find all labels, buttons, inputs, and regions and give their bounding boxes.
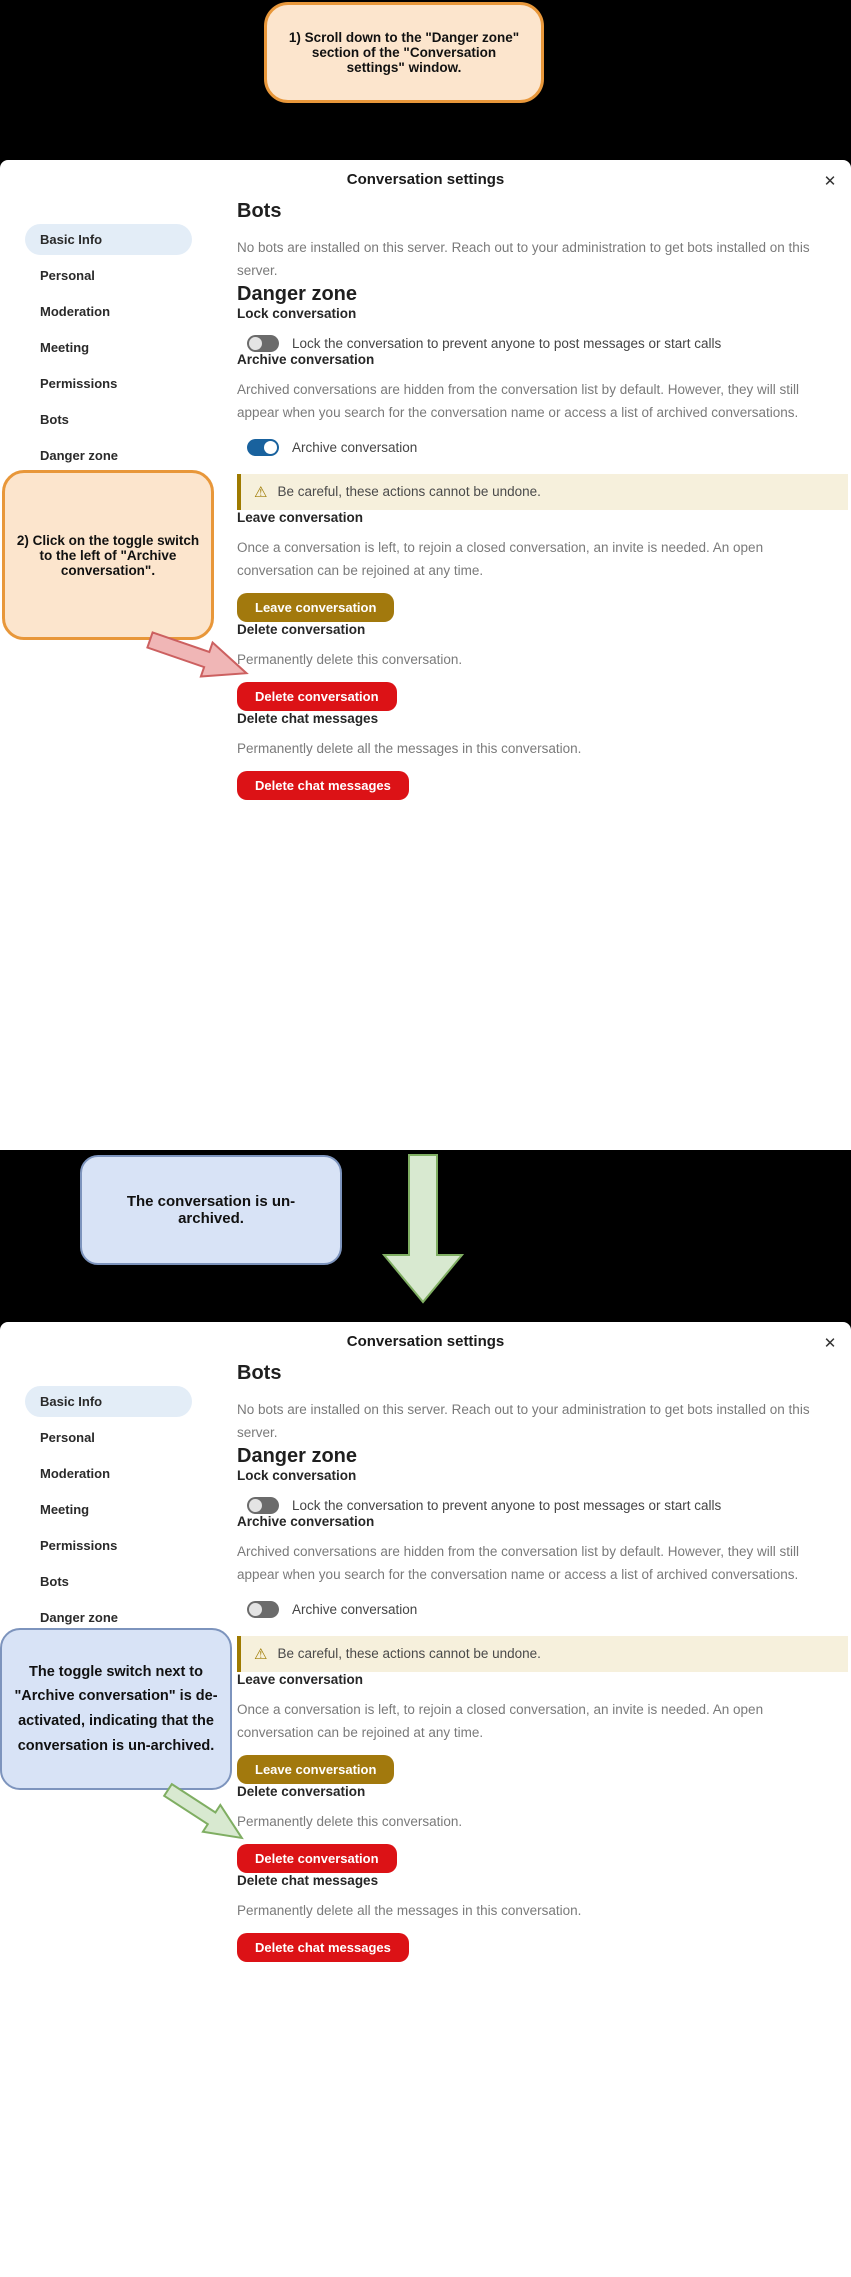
bots-heading: Bots	[237, 200, 282, 222]
step1-callout: 1) Scroll down to the "Danger zone" section of the "Conversation settings" window.	[264, 2, 544, 103]
bots-description: No bots are installed on this server. Reach out to your administration to get bots installed on this server.	[237, 240, 810, 278]
lock-toggle-row	[247, 335, 837, 352]
archive-toggle-text: Archive conversation	[292, 439, 418, 455]
leave-conversation-label: Leave conversation	[237, 1671, 364, 1687]
archive-toggle-switch[interactable]	[247, 1601, 279, 1618]
toggle-knob	[264, 441, 277, 454]
archive-toggle-row	[247, 1601, 837, 1618]
toggle-knob	[249, 1499, 262, 1512]
settings-content	[212, 1362, 851, 1962]
lock-conversation-label: Lock conversation	[237, 1467, 357, 1483]
close-icon[interactable]: ✕	[823, 173, 837, 190]
delete-chat-messages-button[interactable]: Delete chat messages	[237, 771, 409, 800]
lock-conversation-label: Lock conversation	[237, 305, 357, 321]
archive-description: Archived conversations are hidden from the conversation list by default. However, they will still appear when you search for the conversation name or access a list of archived conversations.	[237, 1543, 800, 1582]
conversation-settings-window-1	[0, 160, 851, 1150]
pink-arrow	[144, 626, 274, 696]
archive-conversation-label: Archive conversation	[237, 351, 375, 367]
delete-conversation-label: Delete conversation	[237, 1783, 366, 1799]
sidebar-item-danger-zone[interactable]: Danger zone	[40, 1610, 119, 1625]
between-callout: The conversation is un-archived.	[80, 1155, 342, 1265]
warning-banner	[237, 1636, 848, 1672]
sidebar-item-moderation[interactable]: Moderation	[40, 1466, 111, 1481]
danger-zone-heading: Danger zone	[237, 1444, 358, 1467]
sidebar-item-bots[interactable]: Bots	[40, 412, 69, 427]
sidebar-item-moderation[interactable]: Moderation	[40, 304, 111, 319]
sidebar-item-personal[interactable]: Personal	[40, 268, 95, 283]
delete-chat-messages-label: Delete chat messages	[237, 710, 379, 726]
green-small-arrow	[158, 1772, 278, 1867]
settings-content	[212, 200, 851, 800]
window-title: Conversation settings	[346, 171, 505, 188]
annotation-band-top	[0, 0, 851, 160]
warning-text: Be careful, these actions cannot be undone.	[277, 484, 541, 500]
delete-conversation-button[interactable]: Delete conversation	[237, 1844, 397, 1873]
delete-conversation-description: Permanently delete this conversation.	[237, 651, 463, 667]
sidebar-item-meeting[interactable]: Meeting	[40, 340, 90, 355]
archive-toggle-row	[247, 439, 837, 456]
delete-conversation-description: Permanently delete this conversation.	[237, 1813, 463, 1829]
sidebar-item-bots[interactable]: Bots	[40, 1574, 69, 1589]
warning-triangle-icon: ⚠	[254, 1645, 268, 1663]
delete-conversation-button[interactable]: Delete conversation	[237, 682, 397, 711]
leave-conversation-button[interactable]: Leave conversation	[237, 593, 394, 622]
delete-chat-description: Permanently delete all the messages in this conversation.	[237, 1902, 582, 1918]
window-title: Conversation settings	[346, 1333, 505, 1350]
danger-zone-heading: Danger zone	[237, 282, 358, 305]
delete-chat-messages-label: Delete chat messages	[237, 1872, 379, 1888]
result-callout: The toggle switch next to "Archive conversation" is de-activated, indicating that the conversation is un-archived.	[0, 1628, 232, 1790]
sidebar-item-permissions[interactable]: Permissions	[40, 1538, 118, 1553]
conversation-settings-window-2	[0, 1322, 851, 2277]
archive-toggle-text: Archive conversation	[292, 1601, 418, 1617]
close-icon[interactable]: ✕	[823, 1335, 837, 1352]
bots-description: No bots are installed on this server. Reach out to your administration to get bots installed on this server.	[237, 1402, 810, 1440]
sidebar-item-basic-info[interactable]: Basic Info	[25, 224, 192, 255]
leave-description: Once a conversation is left, to rejoin a closed conversation, an invite is needed. An open conversation can be rejoined at any time.	[237, 539, 764, 578]
sidebar-item-meeting[interactable]: Meeting	[40, 1502, 90, 1517]
archive-conversation-label: Archive conversation	[237, 1513, 375, 1529]
archive-toggle-switch[interactable]	[247, 439, 279, 456]
leave-conversation-label: Leave conversation	[237, 509, 364, 525]
bots-heading: Bots	[237, 1362, 282, 1384]
leave-description: Once a conversation is left, to rejoin a closed conversation, an invite is needed. An open conversation can be rejoined at any time.	[237, 1701, 764, 1740]
warning-banner	[237, 474, 848, 510]
titlebar	[0, 160, 851, 200]
sidebar-item-permissions[interactable]: Permissions	[40, 376, 118, 391]
green-down-arrow	[382, 1154, 464, 1306]
sidebar-item-personal[interactable]: Personal	[40, 1430, 95, 1445]
lock-toggle-row	[247, 1497, 837, 1514]
leave-conversation-button[interactable]: Leave conversation	[237, 1755, 394, 1784]
lock-toggle-text: Lock the conversation to prevent anyone to post messages or start calls	[292, 335, 722, 351]
lock-toggle-switch[interactable]	[247, 335, 279, 352]
archive-description: Archived conversations are hidden from the conversation list by default. However, they will still appear when you search for the conversation name or access a list of archived conversations.	[237, 381, 800, 420]
sidebar-item-danger-zone[interactable]: Danger zone	[40, 448, 119, 463]
toggle-knob	[249, 337, 262, 350]
annotation-band-middle	[0, 1150, 851, 1322]
lock-toggle-switch[interactable]	[247, 1497, 279, 1514]
step2-callout: 2) Click on the toggle switch to the left of "Archive conversation".	[2, 470, 214, 640]
titlebar	[0, 1322, 851, 1362]
delete-chat-description: Permanently delete all the messages in this conversation.	[237, 740, 582, 756]
lock-toggle-text: Lock the conversation to prevent anyone to post messages or start calls	[292, 1497, 722, 1513]
sidebar-item-basic-info[interactable]: Basic Info	[25, 1386, 192, 1417]
warning-triangle-icon: ⚠	[254, 483, 268, 501]
warning-text: Be careful, these actions cannot be undone.	[277, 1646, 541, 1662]
delete-chat-messages-button[interactable]: Delete chat messages	[237, 1933, 409, 1962]
toggle-knob	[249, 1603, 262, 1616]
delete-conversation-label: Delete conversation	[237, 621, 366, 637]
